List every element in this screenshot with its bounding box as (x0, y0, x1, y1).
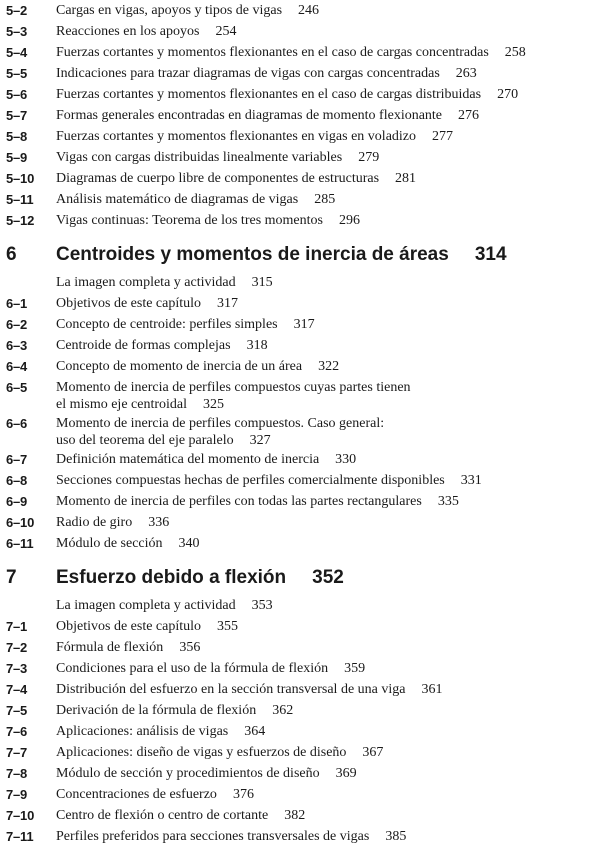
toc-page: 5–2 Cargas en vigas, apoyos y tipos de vigas 246 5–3 Reacciones en los apoyos 254 5–4 Fuerzas cortantes y momentos flexionantes en el caso de cargas concentradas 258 5–5 Indicaciones para trazar diagramas de vigas con cargas concentradas 263 5–6 Fuerzas cortantes y momentos flexionantes en el caso de cargas distribuidas 270 5–7 Formas generales encontradas en diagramas de momento flexionante 276 5–8 Fuerzas cortantes y momentos flexionantes en vigas en voladizo 277 5–9 Vigas con cargas distribuidas linealmente variables 279 5–10 Diagramas de cuerpo libre de componentes de estructuras 281 5–11 Análisis matemático de diagramas de vigas 285 5–12 Vigas continuas: Teorema de los tres momentos 296 6 Centroides y momentos de inercia de áreas 314 La imagen completa y actividad 315 6–1 Objetivos de este capítulo 317 6–2 Concepto de centroide: perfiles simples 317 6–3 Centroide de formas complejas 318 6–4 Concepto de momento de inercia de un área 322 6–5 Momento de inercia de perfiles compuestos cuyas partes tienen el mismo eje centroidal 325 6–6 Momento de inercia de perfiles compuestos. Caso general: uso del teorema del eje paralelo 327 6–7 Definición matemática del momento de inercia 330 6–8 Secciones compuestas hechas de perfiles comercialmente disponibles 331 6–9 Momento de inercia de perfiles con todas las partes rectangulares 335 6–10 Radio de giro 336 6–11 Módulo de sección 340 7 Esfuerzo debido a flexión 352 La imagen completa y actividad 353 7–1 Objetivos de este capítulo 355 7–2 Fórmula de flexión 356 7–3 Condiciones para el uso de la fórmula de flexión 359 7–4 Distribución del esfuerzo en la sección transversal de una viga 361 7–5 Derivación de la fórmula de flexión 362 7–6 Aplicaciones: análisis de vigas 364 7–7 Aplicaciones: diseño de vigas y esfuerzos de diseño 367 7–8 Módulo de sección y procedimientos de diseño 369 7–9 Concentraciones de esfuerzo 376 7–10 Centro de flexión o centro de cortante 382 7–11 Perfiles preferidos para secciones transversales de vigas 385 (6, 3, 526, 844)
